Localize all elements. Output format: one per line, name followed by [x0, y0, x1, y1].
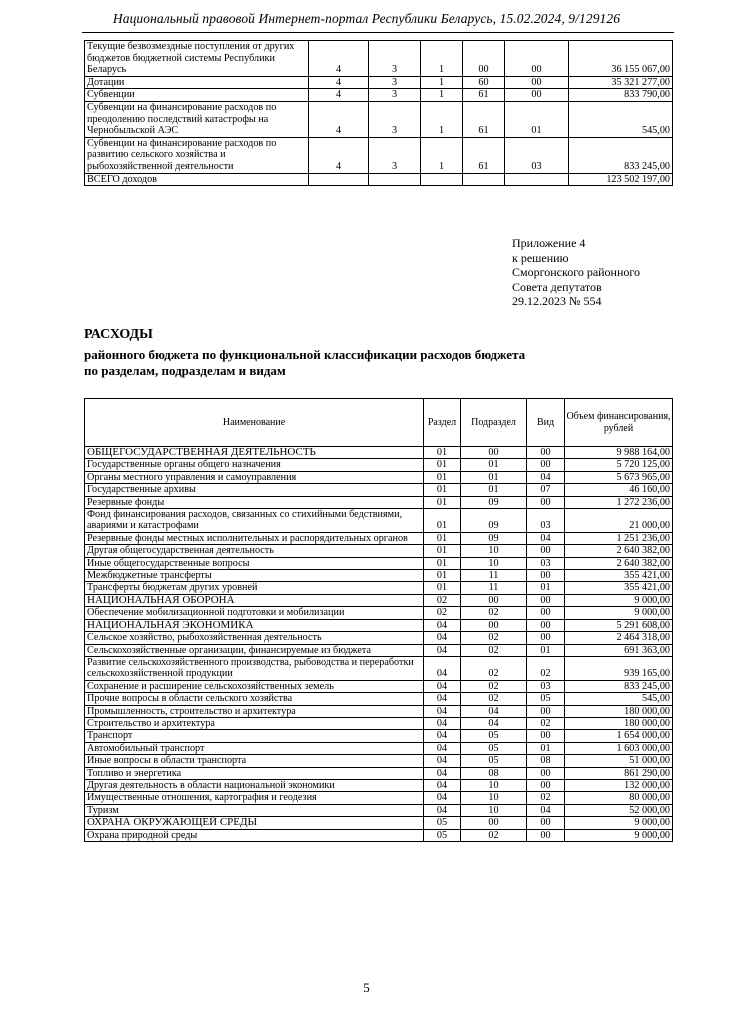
table-row	[85, 779, 673, 791]
row-razdel: 04	[424, 742, 461, 754]
row-amount: 833 245,00	[565, 680, 673, 692]
row-amount: 2 640 382,00	[565, 557, 673, 569]
row-podrazdel: 11	[461, 582, 527, 594]
row-code	[309, 173, 369, 186]
row-code	[421, 173, 463, 186]
row-razdel: 04	[424, 705, 461, 717]
row-razdel: 04	[424, 693, 461, 705]
row-amount: 9 000,00	[565, 829, 673, 841]
appendix-line: 29.12.2023 № 554	[512, 294, 602, 309]
row-name: НАЦИОНАЛЬНАЯ ОБОРОНА	[85, 594, 424, 606]
row-amount: 5 673 965,00	[565, 471, 673, 483]
row-name: Другая деятельность в области национальной экономики	[85, 779, 424, 791]
row-vid: 00	[527, 779, 565, 791]
row-amount: 180 000,00	[565, 717, 673, 729]
row-razdel: 04	[424, 804, 461, 816]
row-amount: 2 640 382,00	[565, 545, 673, 557]
row-podrazdel: 10	[461, 545, 527, 557]
table-row	[85, 496, 673, 508]
row-razdel: 02	[424, 594, 461, 606]
row-name: Иные общегосударственные вопросы	[85, 557, 424, 569]
row-name: Сохранение и расширение сельскохозяйственных земель	[85, 680, 424, 692]
row-name: Иные вопросы в области транспорта	[85, 755, 424, 767]
row-name: Субвенции на финансирование расходов по преодолению последствий катастрофы на Чернобыльской АЭС	[85, 101, 309, 137]
row-code: 4	[309, 89, 369, 102]
table-row	[85, 656, 673, 680]
row-amount: 355 421,00	[565, 570, 673, 582]
row-name: Топливо и энергетика	[85, 767, 424, 779]
row-name: Дотации	[85, 76, 309, 89]
row-amount: 545,00	[565, 693, 673, 705]
table-row	[85, 644, 673, 656]
row-code: 4	[309, 101, 369, 137]
row-name: Прочие вопросы в области сельского хозяйства	[85, 693, 424, 705]
row-razdel: 01	[424, 484, 461, 496]
row-code: 1	[421, 41, 463, 77]
row-amount: 36 155 067,00	[569, 41, 673, 77]
appendix-line: Сморгонского районного	[512, 265, 641, 280]
table-row	[85, 557, 673, 569]
row-vid: 00	[527, 447, 565, 459]
table-row	[85, 173, 673, 186]
row-code	[463, 173, 505, 186]
table-row	[85, 459, 673, 471]
section-row	[85, 447, 673, 459]
row-amount: 545,00	[569, 101, 673, 137]
expense-table-header	[85, 399, 673, 447]
table-row	[85, 41, 673, 77]
header-volume: Объем финансирования, рублей	[565, 399, 673, 447]
row-podrazdel: 00	[461, 817, 527, 829]
appendix-line: к решению	[512, 250, 569, 265]
row-name: ОБЩЕГОСУДАРСТВЕННАЯ ДЕЯТЕЛЬНОСТЬ	[85, 447, 424, 459]
row-vid: 00	[527, 730, 565, 742]
row-code: 1	[421, 137, 463, 173]
row-name: Охрана природной среды	[85, 829, 424, 841]
table-row	[85, 680, 673, 692]
header-razdel: Раздел	[424, 399, 461, 447]
table-row	[85, 717, 673, 729]
row-amount: 5 720 125,00	[565, 459, 673, 471]
row-podrazdel: 02	[461, 829, 527, 841]
row-amount: 35 321 277,00	[569, 76, 673, 89]
row-razdel: 04	[424, 717, 461, 729]
row-podrazdel: 02	[461, 693, 527, 705]
row-podrazdel: 00	[461, 619, 527, 631]
row-vid: 00	[527, 594, 565, 606]
row-code: 3	[369, 41, 421, 77]
row-razdel: 01	[424, 570, 461, 582]
row-vid: 03	[527, 557, 565, 569]
row-podrazdel: 02	[461, 656, 527, 680]
row-amount: 2 464 318,00	[565, 632, 673, 644]
table-row	[85, 76, 673, 89]
row-podrazdel: 10	[461, 779, 527, 791]
row-vid: 02	[527, 792, 565, 804]
table-row	[85, 705, 673, 717]
row-code: 61	[463, 101, 505, 137]
row-amount: 9 988 164,00	[565, 447, 673, 459]
row-name: ОХРАНА ОКРУЖАЮЩЕЙ СРЕДЫ	[85, 817, 424, 829]
row-vid: 02	[527, 717, 565, 729]
row-vid: 00	[527, 817, 565, 829]
row-podrazdel: 02	[461, 632, 527, 644]
page-number: 5	[363, 980, 370, 995]
header-divider	[82, 32, 674, 33]
table-row	[85, 755, 673, 767]
row-code: 3	[369, 89, 421, 102]
row-code: 00	[505, 41, 569, 77]
row-name: Фонд финансирования расходов, связанных со стихийными бедствиями, авариями и катастрофами	[85, 509, 424, 533]
row-podrazdel: 09	[461, 532, 527, 544]
table-row	[85, 484, 673, 496]
row-code: 60	[463, 76, 505, 89]
row-name: Текущие безвозмездные поступления от других бюджетов бюджетной системы Республики Беларусь	[85, 41, 309, 77]
row-podrazdel: 01	[461, 484, 527, 496]
table-row	[85, 632, 673, 644]
section-row	[85, 594, 673, 606]
section-subtitle-line: по разделам, подразделам и видам	[84, 363, 286, 378]
table-row	[85, 509, 673, 533]
row-name: Туризм	[85, 804, 424, 816]
table-row	[85, 532, 673, 544]
row-amount: 861 290,00	[565, 767, 673, 779]
table-row	[85, 829, 673, 841]
row-razdel: 04	[424, 730, 461, 742]
row-vid: 04	[527, 471, 565, 483]
row-podrazdel: 11	[461, 570, 527, 582]
row-name: Транспорт	[85, 730, 424, 742]
row-amount: 9 000,00	[565, 607, 673, 619]
row-razdel: 04	[424, 779, 461, 791]
row-code	[505, 173, 569, 186]
row-amount: 1 272 236,00	[565, 496, 673, 508]
row-amount: 123 502 197,00	[569, 173, 673, 186]
row-podrazdel: 09	[461, 509, 527, 533]
row-podrazdel: 02	[461, 680, 527, 692]
row-name: Сельскохозяйственные организации, финансируемые из бюджета	[85, 644, 424, 656]
row-code: 4	[309, 137, 369, 173]
row-name: Резервные фонды местных исполнительных и распорядительных органов	[85, 532, 424, 544]
row-code: 61	[463, 89, 505, 102]
row-name: Органы местного управления и самоуправления	[85, 471, 424, 483]
row-amount: 52 000,00	[565, 804, 673, 816]
row-razdel: 01	[424, 447, 461, 459]
row-podrazdel: 01	[461, 459, 527, 471]
row-podrazdel: 08	[461, 767, 527, 779]
appendix-line: Приложение 4	[512, 236, 586, 250]
table-row	[85, 742, 673, 754]
table-row	[85, 570, 673, 582]
row-amount: 833 245,00	[569, 137, 673, 173]
row-razdel: 01	[424, 582, 461, 594]
section-subtitle	[84, 347, 525, 379]
row-amount: 21 000,00	[565, 509, 673, 533]
row-vid: 01	[527, 742, 565, 754]
row-razdel: 04	[424, 792, 461, 804]
row-code: 00	[505, 89, 569, 102]
row-razdel: 01	[424, 532, 461, 544]
row-vid: 00	[527, 459, 565, 471]
row-vid: 00	[527, 619, 565, 631]
row-amount: 833 790,00	[569, 89, 673, 102]
row-vid: 00	[527, 607, 565, 619]
row-vid: 01	[527, 582, 565, 594]
row-name: Другая общегосударственная деятельность	[85, 545, 424, 557]
table-row	[85, 545, 673, 557]
row-podrazdel: 01	[461, 471, 527, 483]
row-name: НАЦИОНАЛЬНАЯ ЭКОНОМИКА	[85, 619, 424, 631]
row-amount: 691 363,00	[565, 644, 673, 656]
row-razdel: 05	[424, 817, 461, 829]
row-amount: 80 000,00	[565, 792, 673, 804]
row-code: 03	[505, 137, 569, 173]
income-table	[84, 40, 673, 186]
section-title: РАСХОДЫ	[84, 327, 153, 342]
row-name: Субвенции на финансирование расходов по развитию сельского хозяйства и рыбохозяйственной деятельности	[85, 137, 309, 173]
row-podrazdel: 05	[461, 755, 527, 767]
row-razdel: 04	[424, 767, 461, 779]
row-podrazdel: 10	[461, 557, 527, 569]
row-amount: 939 165,00	[565, 656, 673, 680]
row-amount: 46 160,00	[565, 484, 673, 496]
table-row	[85, 693, 673, 705]
row-razdel: 01	[424, 459, 461, 471]
row-name: ВСЕГО доходов	[85, 173, 309, 186]
table-row	[85, 471, 673, 483]
row-code: 00	[463, 41, 505, 77]
row-name: Субвенции	[85, 89, 309, 102]
row-vid: 00	[527, 496, 565, 508]
section-row	[85, 619, 673, 631]
row-razdel: 02	[424, 607, 461, 619]
table-row	[85, 792, 673, 804]
row-vid: 08	[527, 755, 565, 767]
row-amount: 1 603 000,00	[565, 742, 673, 754]
row-name: Автомобильный транспорт	[85, 742, 424, 754]
row-name: Государственные архивы	[85, 484, 424, 496]
table-row	[85, 767, 673, 779]
row-code	[369, 173, 421, 186]
row-razdel: 04	[424, 632, 461, 644]
expense-table	[84, 398, 673, 842]
row-vid: 03	[527, 509, 565, 533]
portal-header: Национальный правовой Интернет-портал Республики Беларусь, 15.02.2024, 9/129126	[112, 11, 621, 26]
row-name: Межбюджетные трансферты	[85, 570, 424, 582]
row-code: 4	[309, 41, 369, 77]
row-amount: 5 291 608,00	[565, 619, 673, 631]
row-code: 3	[369, 101, 421, 137]
row-razdel: 01	[424, 545, 461, 557]
header-podrazdel: Подраздел	[461, 399, 527, 447]
row-code: 3	[369, 137, 421, 173]
row-podrazdel: 02	[461, 607, 527, 619]
row-name: Строительство и архитектура	[85, 717, 424, 729]
row-razdel: 01	[424, 509, 461, 533]
row-vid: 01	[527, 644, 565, 656]
row-podrazdel: 10	[461, 792, 527, 804]
row-vid: 05	[527, 693, 565, 705]
row-amount: 1 654 000,00	[565, 730, 673, 742]
section-subtitle-line: районного бюджета по функциональной классификации расходов бюджета	[84, 347, 526, 362]
row-name: Обеспечение мобилизационной подготовки и мобилизации	[85, 607, 424, 619]
row-podrazdel: 02	[461, 644, 527, 656]
header-name: Наименование	[85, 399, 424, 447]
row-vid: 04	[527, 532, 565, 544]
row-podrazdel: 05	[461, 730, 527, 742]
row-code: 4	[309, 76, 369, 89]
row-razdel: 01	[424, 471, 461, 483]
header-vid: Вид	[527, 399, 565, 447]
row-name: Имущественные отношения, картография и геодезия	[85, 792, 424, 804]
row-amount: 355 421,00	[565, 582, 673, 594]
row-razdel: 04	[424, 644, 461, 656]
row-name: Государственные органы общего назначения	[85, 459, 424, 471]
row-vid: 02	[527, 656, 565, 680]
row-podrazdel: 05	[461, 742, 527, 754]
row-vid: 00	[527, 570, 565, 582]
appendix-note	[512, 236, 640, 309]
row-code: 3	[369, 76, 421, 89]
row-razdel: 04	[424, 619, 461, 631]
row-code: 00	[505, 76, 569, 89]
row-name: Резервные фонды	[85, 496, 424, 508]
appendix-line: Совета депутатов	[512, 279, 602, 294]
row-amount: 132 000,00	[565, 779, 673, 791]
table-row	[85, 804, 673, 816]
row-podrazdel: 09	[461, 496, 527, 508]
row-code: 61	[463, 137, 505, 173]
row-podrazdel: 00	[461, 447, 527, 459]
row-vid: 00	[527, 632, 565, 644]
row-name: Развитие сельскохозяйственного производства, рыбоводства и переработки сельскохозяйственной продукции	[85, 656, 424, 680]
row-podrazdel: 04	[461, 717, 527, 729]
row-razdel: 01	[424, 496, 461, 508]
row-amount: 180 000,00	[565, 705, 673, 717]
row-razdel: 04	[424, 656, 461, 680]
row-razdel: 04	[424, 680, 461, 692]
row-vid: 00	[527, 705, 565, 717]
row-name: Промышленность, строительство и архитектура	[85, 705, 424, 717]
row-razdel: 05	[424, 829, 461, 841]
table-row	[85, 89, 673, 102]
row-amount: 9 000,00	[565, 594, 673, 606]
row-code: 1	[421, 89, 463, 102]
row-razdel: 04	[424, 755, 461, 767]
row-amount: 51 000,00	[565, 755, 673, 767]
row-name: Трансферты бюджетам других уровней	[85, 582, 424, 594]
table-row	[85, 101, 673, 137]
row-vid: 00	[527, 767, 565, 779]
row-podrazdel: 00	[461, 594, 527, 606]
row-vid: 00	[527, 829, 565, 841]
row-vid: 03	[527, 680, 565, 692]
row-name: Сельское хозяйство, рыбохозяйственная деятельность	[85, 632, 424, 644]
table-row	[85, 582, 673, 594]
row-amount: 1 251 236,00	[565, 532, 673, 544]
table-row	[85, 137, 673, 173]
section-row	[85, 817, 673, 829]
row-podrazdel: 04	[461, 705, 527, 717]
row-code: 1	[421, 101, 463, 137]
row-code: 01	[505, 101, 569, 137]
row-amount: 9 000,00	[565, 817, 673, 829]
row-vid: 00	[527, 545, 565, 557]
table-row	[85, 607, 673, 619]
row-vid: 04	[527, 804, 565, 816]
row-code: 1	[421, 76, 463, 89]
table-row	[85, 730, 673, 742]
row-podrazdel: 10	[461, 804, 527, 816]
row-razdel: 01	[424, 557, 461, 569]
row-vid: 07	[527, 484, 565, 496]
